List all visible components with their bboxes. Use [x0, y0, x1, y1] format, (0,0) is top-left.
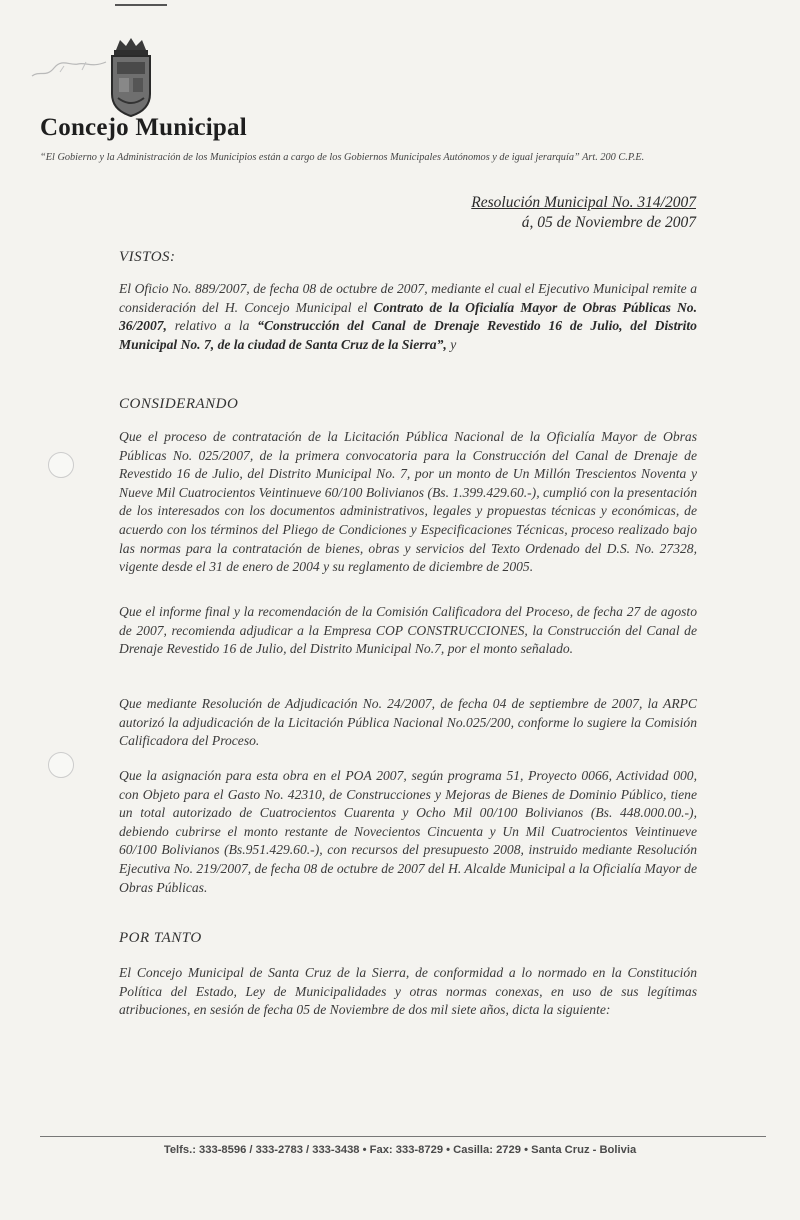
resolution-date: á, 05 de Noviembre de 2007 [521, 214, 696, 231]
coat-of-arms-icon [104, 36, 158, 118]
org-title: Concejo Municipal [40, 114, 247, 141]
considerando-paragraph-3: Que mediante Resolución de Adjudicación No. 24/2007, de fecha 04 de septiembre de 2007, la ARPC autorizó la adjudicación de la Licitación Pública Nacional No.025/200, conforme lo sugiere la Comisión Calificadora del Proceso. [119, 696, 697, 749]
vistos-text-e: y [446, 336, 457, 352]
considerando-paragraph-2: Que el informe final y la recomendación de la Comisión Calificadora del Proceso, de fecha 27 de agosto de 2007, recomienda adjudicar a la Empresa COP CONSTRUCCIONES, la Construcción del Canal de Drenaje Revestido 16 de Julio, del Distrito Municipal No.7, por el monto señalado. [119, 604, 697, 657]
considerando-heading: CONSIDERANDO [119, 396, 239, 412]
vistos-text-c: relativo a la [166, 318, 258, 334]
vistos-contract: Contrato de la Oficialía Mayor de Obras Públicas No. 36/2007, [119, 299, 697, 334]
vistos-heading: VISTOS: [119, 249, 176, 265]
considerando-paragraph-1: Que el proceso de contratación de la Licitación Pública Nacional de la Oficialía Mayor de Obras Públicas No. 025/2007, de la primera convocatoria para la Construcción del Canal de Drenaje de Revestido 16 de Julio, del Distrito Municipal No. 7, por un monto de Un Millón Trescientos Noventa y Nueve Mil Cuatrocientos Veintinueve 60/100 Bolivianos (Bs. 1.399.429.60.-), cumplió con la presentación de los interesados con los documentos administrativos, legales y propuestas técnicas y económicas, de acuerdo con los términos del Pliego de Condiciones y Especificaciones Técnicas, proceso realizado bajo las normas para la contratación de bienes, obras y servicios del Texto Ordenado del D.S. No. 27328, vigente desde el 31 de enero de 2004 y su reglamento de diciembre de 2005. [119, 429, 697, 575]
scan-mark [115, 4, 167, 6]
punch-hole [48, 752, 74, 778]
footer-divider [40, 1136, 766, 1137]
resolution-title: Resolución Municipal No. 314/2007 [471, 194, 696, 211]
footer-contact: Telfs.: 333-8596 / 333-2783 / 333-3438 • Fax: 333-8729 • Casilla: 2729 • Santa Cruz - Bolivia [163, 1144, 637, 1156]
por-tanto-paragraph: El Concejo Municipal de Santa Cruz de la Sierra, de conformidad a lo normado en la Constitución Política del Estado, Ley de Municipalidades y otras normas conexas, en uso de sus legítimas atribuciones, en sesión de fecha 05 de Noviembre de dos mil siete años, dicta la siguiente: [119, 965, 697, 1018]
vistos-project: “Construcción del Canal de Drenaje Revestido 16 de Julio, del Distrito Municipal No. 7, de la ciudad de Santa Cruz de la Sierra”, [119, 318, 697, 352]
pen-scribble [30, 52, 110, 82]
motto: “El Gobierno y la Administración de los Municipios están a cargo de los Gobiernos Municipales Autónomos y de igual jerarquía” Art. 200 C.P.E. [40, 152, 645, 163]
considerando-paragraph-4: Que la asignación para esta obra en el POA 2007, según programa 51, Proyecto 0066, Actividad 000, con Objeto para el Gasto No. 42310, de Construcciones y Mejoras de Bienes de Dominio Público, tiene un total autorizado de Cuatrocientos Cuarenta y Ocho Mil 00/100 Bolivianos (Bs. 448.000.00.-), debiendo cubrirse el monto restante de Novecientos Cincuenta y Un Mil Cuatrocientos Veintinueve 60/100 Bolivianos (Bs.951.429.60.-), con recursos del presupuesto 2008, instruido mediante Resolución Ejecutiva No. 219/2007, de fecha 08 de octubre de 2007 del H. Alcalde Municipal a la Oficialía Mayor de Obras Públicas. [119, 768, 697, 895]
punch-hole [48, 452, 74, 478]
por-tanto-heading: POR TANTO [119, 930, 202, 946]
resolution-header [471, 193, 696, 233]
vistos-text-a: El Oficio No. 889/2007, de fecha 08 de octubre de 2007, mediante el cual el Ejecutivo Municipal remite a consideración del H. Concejo Municipal el [119, 281, 697, 315]
vistos-paragraph [119, 280, 697, 354]
